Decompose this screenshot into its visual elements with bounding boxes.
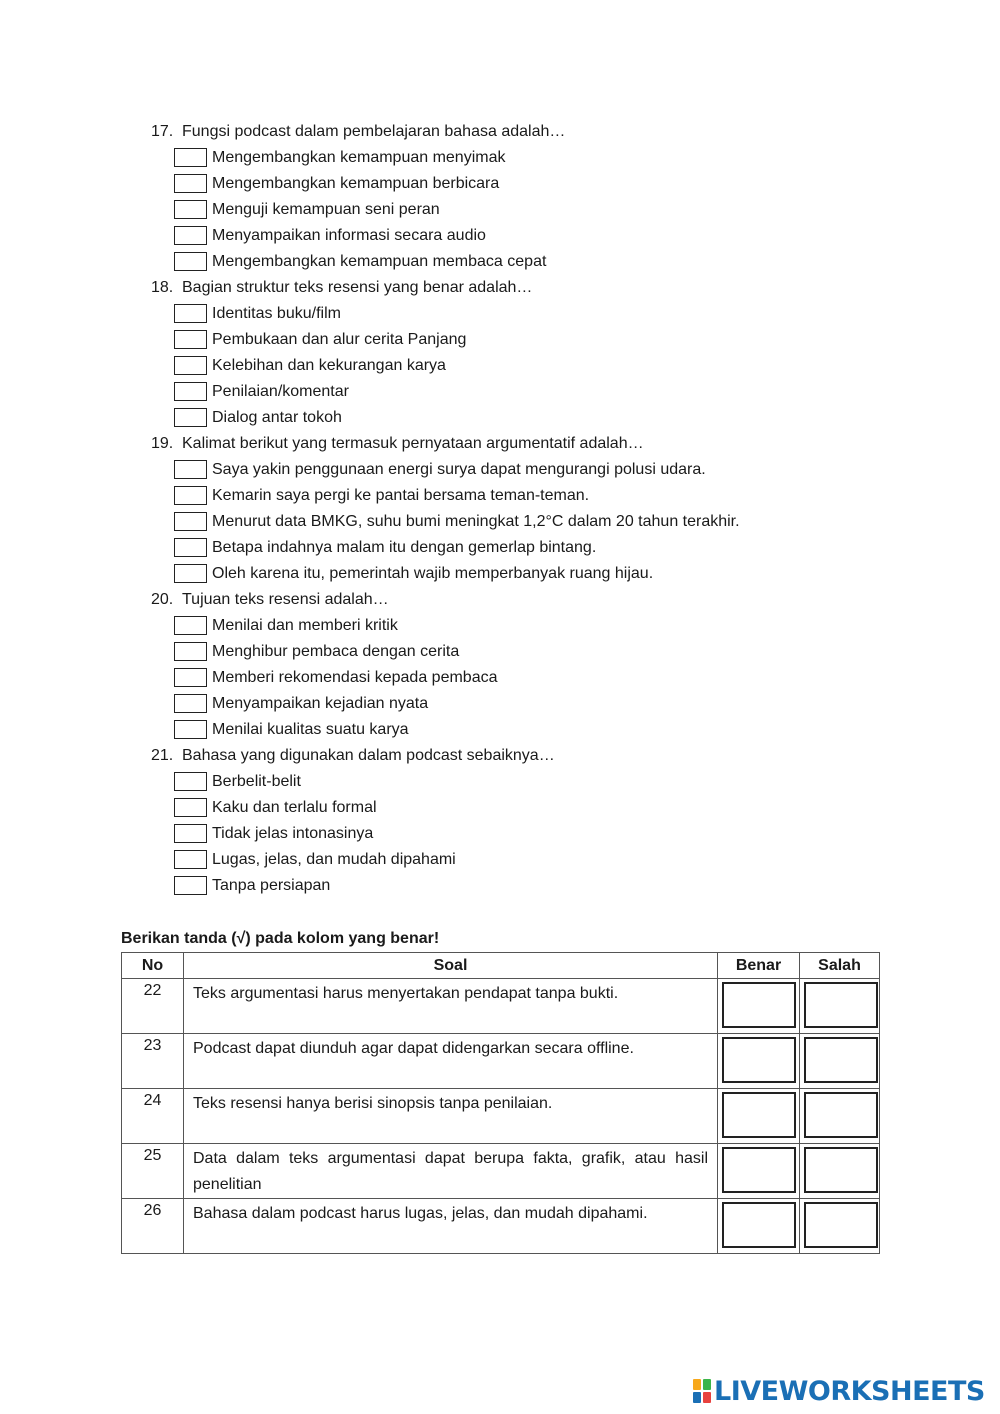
option-item: [151, 457, 871, 483]
option-item: [151, 301, 871, 327]
table-header-row: [122, 953, 880, 979]
question-number: 18.: [151, 279, 174, 296]
option-checkbox[interactable]: [174, 642, 207, 661]
true-false-section: [121, 927, 879, 1254]
option-label: Menyampaikan kejadian nyata: [212, 695, 429, 712]
question-0: [151, 119, 871, 275]
option-item: [151, 249, 871, 275]
option-item: [151, 483, 871, 509]
table-row: [122, 1034, 880, 1089]
option-item: [151, 197, 871, 223]
option-label: Mengembangkan kemampuan menyimak: [212, 149, 506, 166]
question-label: Fungsi podcast dalam pembelajaran bahasa adalah…: [182, 123, 566, 140]
benar-answer-box[interactable]: [722, 982, 796, 1028]
question-label: Bagian struktur teks resensi yang benar adalah…: [182, 279, 533, 296]
option-item: [151, 223, 871, 249]
row-statement: Podcast dapat diunduh agar dapat didengarkan secara offline.: [184, 1034, 718, 1089]
option-item: [151, 613, 871, 639]
question-text: [151, 743, 871, 769]
option-label: Tidak jelas intonasinya: [212, 825, 374, 842]
option-checkbox[interactable]: [174, 330, 207, 349]
option-item: [151, 847, 871, 873]
question-2: [151, 431, 871, 587]
option-item: [151, 769, 871, 795]
benar-answer-box[interactable]: [722, 1202, 796, 1248]
option-item: [151, 535, 871, 561]
option-item: [151, 873, 871, 899]
question-label: Kalimat berikut yang termasuk pernyataan argumentatif adalah…: [182, 435, 644, 452]
option-item: [151, 795, 871, 821]
header-no: No: [122, 953, 184, 979]
question-number: 17.: [151, 123, 174, 140]
tf-instruction: Berikan tanda (√) pada kolom yang benar!: [121, 930, 440, 947]
question-3: [151, 587, 871, 743]
option-item: [151, 691, 871, 717]
answer-cell-benar: [718, 1089, 800, 1144]
option-checkbox[interactable]: [174, 408, 207, 427]
salah-answer-box[interactable]: [804, 1092, 878, 1138]
option-checkbox[interactable]: [174, 616, 207, 635]
option-label: Menghibur pembaca dengan cerita: [212, 643, 460, 660]
header-soal: Soal: [184, 953, 718, 979]
question-text: [151, 587, 871, 613]
salah-answer-box[interactable]: [804, 1202, 878, 1248]
option-label: Kemarin saya pergi ke pantai bersama teman-teman.: [212, 487, 590, 504]
option-checkbox[interactable]: [174, 148, 207, 167]
option-checkbox[interactable]: [174, 798, 207, 817]
option-item: [151, 327, 871, 353]
option-checkbox[interactable]: [174, 512, 207, 531]
option-checkbox[interactable]: [174, 174, 207, 193]
option-checkbox[interactable]: [174, 200, 207, 219]
question-text: [151, 275, 871, 301]
answer-cell-salah: [800, 1144, 880, 1199]
option-label: Tanpa persiapan: [212, 877, 331, 894]
question-number: 21.: [151, 747, 174, 764]
option-label: Berbelit-belit: [212, 773, 301, 790]
question-1: [151, 275, 871, 431]
answer-cell-salah: [800, 1199, 880, 1254]
row-statement: Teks argumentasi harus menyertakan pendapat tanpa bukti.: [184, 979, 718, 1034]
benar-answer-box[interactable]: [722, 1092, 796, 1138]
question-label: Tujuan teks resensi adalah…: [182, 591, 389, 608]
answer-cell-salah: [800, 1089, 880, 1144]
row-number: 24: [122, 1089, 184, 1144]
option-item: [151, 405, 871, 431]
answer-cell-benar: [718, 1144, 800, 1199]
option-label: Dialog antar tokoh: [212, 409, 342, 426]
option-label: Menyampaikan informasi secara audio: [212, 227, 486, 244]
liveworksheets-logo: [693, 1375, 985, 1407]
row-statement: Teks resensi hanya berisi sinopsis tanpa penilaian.: [184, 1089, 718, 1144]
option-label: Kaku dan terlalu formal: [212, 799, 377, 816]
answer-cell-salah: [800, 979, 880, 1034]
option-label: Menurut data BMKG, suhu bumi meningkat 1,2°C dalam 20 tahun terakhir.: [212, 513, 740, 530]
live-blocks-icon: [693, 1379, 711, 1403]
option-label: Menilai kualitas suatu karya: [212, 721, 409, 738]
option-item: [151, 717, 871, 743]
row-number: 23: [122, 1034, 184, 1089]
option-label: Betapa indahnya malam itu dengan gemerlap bintang.: [212, 539, 597, 556]
option-item: [151, 561, 871, 587]
table-row: [122, 979, 880, 1034]
row-statement: Bahasa dalam podcast harus lugas, jelas, dan mudah dipahami.: [184, 1199, 718, 1254]
option-checkbox[interactable]: [174, 486, 207, 505]
option-item: [151, 379, 871, 405]
question-4: [151, 743, 871, 899]
benar-answer-box[interactable]: [722, 1147, 796, 1193]
question-label: Bahasa yang digunakan dalam podcast sebaiknya…: [182, 747, 555, 764]
question-text: [151, 119, 871, 145]
answer-cell-salah: [800, 1034, 880, 1089]
table-row: [122, 1199, 880, 1254]
option-label: Saya yakin penggunaan energi surya dapat mengurangi polusi udara.: [212, 461, 706, 478]
option-checkbox[interactable]: [174, 850, 207, 869]
row-number: 22: [122, 979, 184, 1034]
row-number: 25: [122, 1144, 184, 1199]
option-label: Memberi rekomendasi kepada pembaca: [212, 669, 498, 686]
option-checkbox[interactable]: [174, 876, 207, 895]
question-number: 19.: [151, 435, 174, 452]
option-label: Mengembangkan kemampuan membaca cepat: [212, 253, 547, 270]
option-item: [151, 665, 871, 691]
option-label: Menilai dan memberi kritik: [212, 617, 398, 634]
header-salah: Salah: [800, 953, 880, 979]
option-label: Menguji kemampuan seni peran: [212, 201, 440, 218]
option-checkbox[interactable]: [174, 720, 207, 739]
answer-cell-benar: [718, 1034, 800, 1089]
option-label: Mengembangkan kemampuan berbicara: [212, 175, 500, 192]
answer-cell-benar: [718, 979, 800, 1034]
option-checkbox[interactable]: [174, 538, 207, 557]
benar-answer-box[interactable]: [722, 1037, 796, 1083]
table-row: [122, 1089, 880, 1144]
true-false-table: [121, 952, 880, 1254]
option-label: Kelebihan dan kekurangan karya: [212, 357, 446, 374]
option-label: Identitas buku/film: [212, 305, 341, 322]
option-checkbox[interactable]: [174, 252, 207, 271]
option-label: Penilaian/komentar: [212, 383, 349, 400]
option-item: [151, 353, 871, 379]
multiple-choice-section: [151, 119, 871, 899]
option-checkbox[interactable]: [174, 772, 207, 791]
option-item: [151, 509, 871, 535]
logo-text: LIVEWORKSHEETS: [714, 1375, 985, 1407]
table-row: [122, 1144, 880, 1199]
option-checkbox[interactable]: [174, 824, 207, 843]
option-checkbox[interactable]: [174, 382, 207, 401]
option-label: Oleh karena itu, pemerintah wajib memperbanyak ruang hijau.: [212, 565, 654, 582]
row-number: 26: [122, 1199, 184, 1254]
salah-answer-box[interactable]: [804, 1147, 878, 1193]
option-item: [151, 821, 871, 847]
answer-cell-benar: [718, 1199, 800, 1254]
question-text: [151, 431, 871, 457]
option-item: [151, 639, 871, 665]
option-checkbox[interactable]: [174, 460, 207, 479]
option-checkbox[interactable]: [174, 226, 207, 245]
option-checkbox[interactable]: [174, 694, 207, 713]
option-checkbox[interactable]: [174, 356, 207, 375]
salah-answer-box[interactable]: [804, 982, 878, 1028]
salah-answer-box[interactable]: [804, 1037, 878, 1083]
question-number: 20.: [151, 591, 174, 608]
option-checkbox[interactable]: [174, 668, 207, 687]
row-statement: Data dalam teks argumentasi dapat berupa fakta, grafik, atau hasil penelitian: [184, 1144, 718, 1199]
option-checkbox[interactable]: [174, 304, 207, 323]
option-item: [151, 145, 871, 171]
option-label: Pembukaan dan alur cerita Panjang: [212, 331, 467, 348]
option-checkbox[interactable]: [174, 564, 207, 583]
header-benar: Benar: [718, 953, 800, 979]
option-item: [151, 171, 871, 197]
option-label: Lugas, jelas, dan mudah dipahami: [212, 851, 456, 868]
